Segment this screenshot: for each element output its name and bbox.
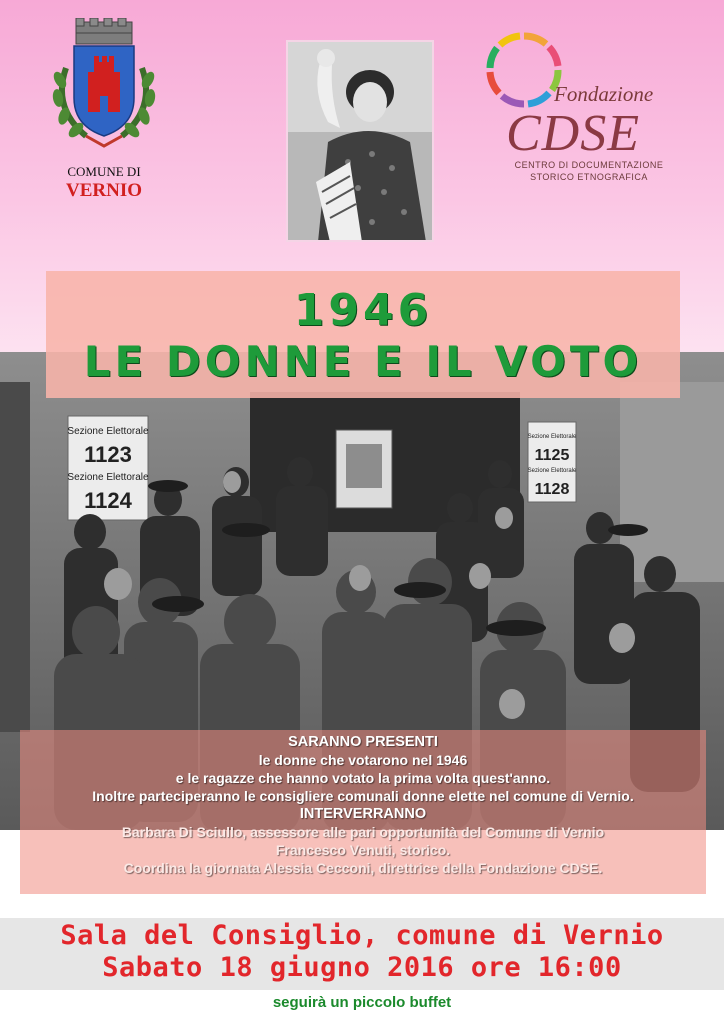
vernio-coat-of-arms xyxy=(46,18,162,208)
sign-left-label-2: Sezione Elettorale xyxy=(67,472,149,483)
municipality-label: COMUNE DI xyxy=(67,164,141,179)
municipality-name: VERNIO xyxy=(65,180,142,201)
fondazione-cdse-logo xyxy=(484,30,694,190)
title-headline: LE DONNE E IL VOTO xyxy=(83,337,643,386)
woman-vintage-photo xyxy=(286,40,434,242)
sign-left-number-1: 1123 xyxy=(84,442,132,467)
info-line-4: Barbara Di Sciullo, assessore alle pari opportunità del Comune di Vernio xyxy=(121,824,605,840)
sign-left-number-2: 1124 xyxy=(84,488,132,513)
color-ring-icon xyxy=(484,30,564,110)
venue-location: Sala del Consiglio, comune di Vernio xyxy=(60,920,664,951)
info-line-6: Coordina la giornata Alessia Cecconi, direttrice della Fondazione CDSE. xyxy=(123,860,603,876)
interverranno-heading: INTERVERRANNO xyxy=(299,806,427,822)
foundation-subtitle-1: CENTRO DI DOCUMENTAZIONE xyxy=(514,160,664,170)
sign-left-label-1: Sezione Elettorale xyxy=(67,426,149,437)
sign-right-number-1: 1125 xyxy=(534,447,570,464)
speakers-panel xyxy=(20,730,706,894)
info-line-2: e le ragazze che hanno votato la prima volta quest'anno. xyxy=(175,770,551,786)
info-line-5: Francesco Venuti, storico. xyxy=(275,842,451,858)
title-year: 1946 xyxy=(293,285,433,336)
foundation-name: CDSE xyxy=(506,105,640,162)
presenti-heading: SARANNO PRESENTI xyxy=(288,734,438,750)
sign-right-label-2: Sezione Elettorale xyxy=(527,468,577,474)
venue-date-time: Sabato 18 giugno 2016 ore 16:00 xyxy=(102,952,622,983)
foundation-word: Fondazione xyxy=(554,82,654,106)
sign-right-label-1: Sezione Elettorale xyxy=(527,434,577,440)
foundation-subtitle-2: STORICO ETNOGRAFICA xyxy=(530,172,648,182)
crest-emblem-icon xyxy=(46,18,162,163)
sign-right-number-2: 1128 xyxy=(534,481,570,498)
info-line-1: le donne che votarono nel 1946 xyxy=(258,752,468,768)
buffet-note: seguirà un piccolo buffet xyxy=(272,994,452,1011)
info-line-3: Inoltre parteciperanno le consigliere comunali donne elette nel comune di Vernio. xyxy=(92,788,634,804)
title-banner xyxy=(46,271,680,398)
